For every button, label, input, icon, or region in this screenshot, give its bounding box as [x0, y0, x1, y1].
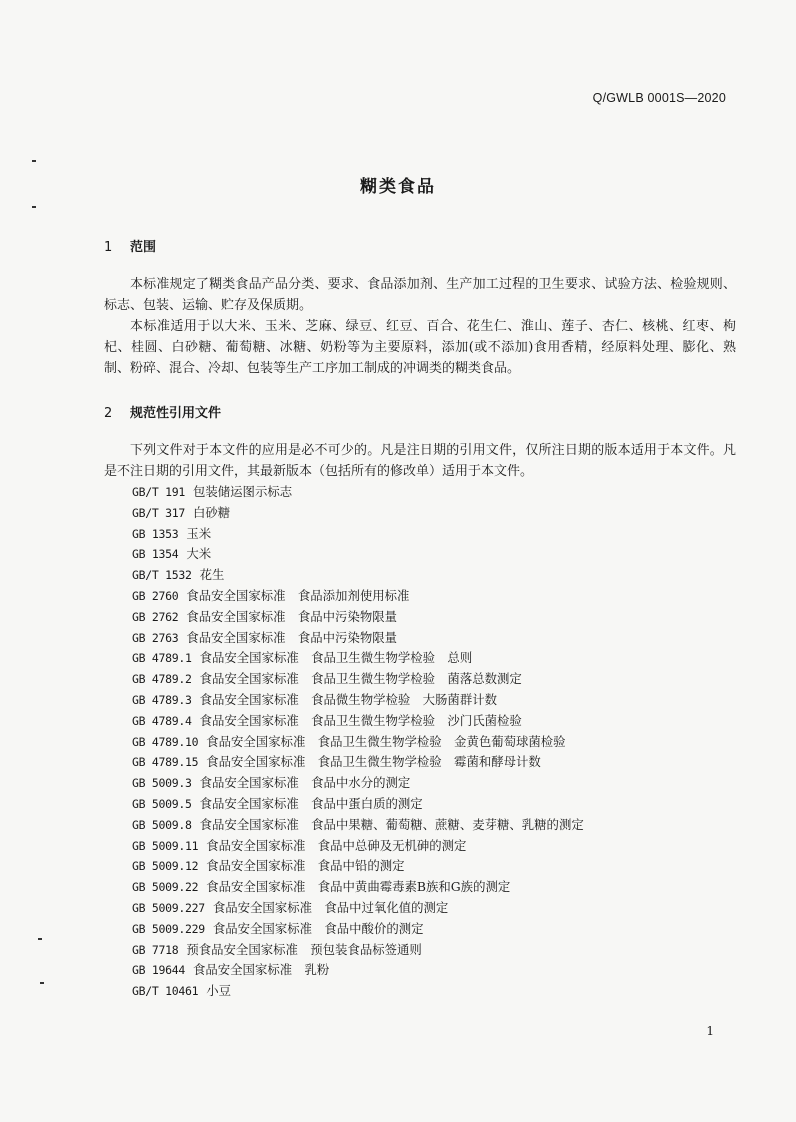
reference-code: GB 4789.1 — [132, 651, 192, 666]
reference-item — [132, 586, 584, 607]
reference-item — [132, 628, 584, 649]
reference-item — [132, 960, 584, 981]
reference-item — [132, 836, 584, 857]
reference-code: GB 4789.4 — [132, 713, 192, 728]
reference-title: 食品安全国家标准 食品中铅的测定 — [206, 858, 405, 874]
reference-title: 食品安全国家标准 食品卫生微生物学检验 总则 — [199, 650, 473, 666]
reference-title: 白砂糖 — [193, 504, 231, 520]
reference-code: GB/T 1532 — [132, 568, 192, 583]
reference-title: 食品安全国家标准 食品微生物学检验 大肠菌群计数 — [199, 691, 497, 707]
reference-code: GB 2763 — [132, 630, 179, 645]
reference-item — [132, 503, 584, 524]
scan-mark — [40, 982, 44, 984]
reference-title: 食品安全国家标准 食品中总砷及无机砷的测定 — [206, 837, 467, 853]
section-title: 规范性引用文件 — [130, 406, 222, 421]
reference-code: GB 7718 — [132, 942, 179, 957]
reference-title: 食品安全国家标准 食品中酸价的测定 — [212, 920, 424, 936]
reference-code: GB 19644 — [132, 963, 185, 978]
reference-title: 食品安全国家标准 食品卫生微生物学检验 菌落总数测定 — [199, 671, 522, 687]
reference-code: GB/T 317 — [132, 505, 185, 520]
section-1-heading — [104, 236, 156, 255]
reference-item — [132, 981, 584, 1002]
reference-title: 食品安全国家标准 食品中水分的测定 — [199, 775, 411, 791]
reference-item — [132, 773, 584, 794]
reference-code: GB 4789.15 — [132, 755, 199, 770]
reference-item — [132, 482, 584, 503]
reference-item — [132, 669, 584, 690]
reference-item — [132, 752, 584, 773]
reference-title: 小豆 — [206, 983, 232, 999]
reference-code: GB 2762 — [132, 609, 179, 624]
reference-code: GB 1354 — [132, 547, 179, 562]
reference-title: 大米 — [186, 546, 212, 562]
reference-code: GB 5009.8 — [132, 817, 192, 832]
reference-title: 食品安全国家标准 乳粉 — [193, 962, 330, 978]
reference-title: 预食品安全国家标准 预包装食品标签通则 — [186, 941, 422, 957]
reference-title: 包装储运图示标志 — [193, 484, 293, 499]
reference-title: 食品安全国家标准 食品中污染物限量 — [186, 629, 398, 645]
paragraph: 本标准规定了糊类食品产品分类、要求、食品添加剂、生产加工过程的卫生要求、试验方法、检验规则、标志、包装、运输、贮存及保质期。 — [104, 277, 736, 313]
reference-code: GB 5009.12 — [132, 859, 199, 874]
reference-item — [132, 919, 584, 940]
reference-code: GB 5009.5 — [132, 796, 192, 811]
section-title: 范围 — [130, 240, 157, 255]
reference-item — [132, 794, 584, 815]
reference-title: 食品安全国家标准 食品卫生微生物学检验 霉菌和酵母计数 — [206, 754, 541, 770]
reference-code: GB/T 191 — [132, 485, 185, 499]
reference-code: GB/T 10461 — [132, 984, 199, 999]
document-title: 糊类食品 — [360, 177, 436, 197]
scan-mark — [32, 160, 36, 162]
reference-item — [132, 690, 584, 711]
scan-mark — [38, 938, 42, 940]
reference-item — [132, 856, 584, 877]
reference-title: 玉米 — [186, 525, 212, 541]
reference-item — [132, 524, 584, 545]
section-2-heading — [104, 402, 221, 421]
reference-title: 食品安全国家标准 食品中黄曲霉毒素B族和G族的测定 — [206, 879, 511, 895]
paragraph: 本标准适用于以大米、玉米、芝麻、绿豆、红豆、百合、花生仁、淮山、莲子、杏仁、核桃、红枣、枸杞、桂圆、白砂糖、葡萄糖、冰糖、奶粉等为主要原料，添加(或不添加)食用香精，经原料处理、膨化、熟制、粉碎、混合、冷却、包装等生产工序加工制成的冲调类的糊类食品。 — [104, 319, 736, 376]
reference-code: GB 5009.11 — [132, 838, 199, 853]
reference-title: 食品安全国家标准 食品中过氧化值的测定 — [212, 899, 449, 915]
reference-code: GB 1353 — [132, 526, 179, 541]
reference-item — [132, 815, 584, 836]
reference-item — [132, 648, 584, 669]
page-number: 1 — [706, 1024, 714, 1038]
reference-item — [132, 544, 584, 565]
reference-code: GB 5009.22 — [132, 880, 199, 895]
reference-title: 食品安全国家标准 食品添加剂使用标准 — [186, 587, 410, 603]
reference-code: GB 5009.229 — [132, 921, 205, 936]
reference-title: 食品安全国家标准 食品中蛋白质的测定 — [199, 795, 423, 811]
section-number: 1 — [104, 240, 113, 255]
reference-title: 食品安全国家标准 食品卫生微生物学检验 沙门氏菌检验 — [199, 712, 522, 728]
reference-item — [132, 877, 584, 898]
reference-item — [132, 940, 584, 961]
reference-code: GB 4789.2 — [132, 672, 192, 687]
standard-code: Q/GWLB 0001S—2020 — [592, 91, 726, 105]
reference-code: GB 2760 — [132, 588, 179, 603]
reference-item — [132, 711, 584, 732]
reference-title: 食品安全国家标准 食品中果糖、葡萄糖、蔗糖、麦芽糖、乳糖的测定 — [199, 816, 584, 832]
reference-code: GB 4789.3 — [132, 692, 192, 707]
reference-item — [132, 565, 584, 586]
reference-code: GB 5009.227 — [132, 900, 205, 915]
reference-title: 食品安全国家标准 食品卫生微生物学检验 金黄色葡萄球菌检验 — [206, 733, 566, 749]
section-number: 2 — [104, 406, 113, 421]
reference-title: 食品安全国家标准 食品中污染物限量 — [186, 608, 398, 624]
reference-item — [132, 607, 584, 628]
scan-mark — [32, 206, 36, 208]
paragraph: 下列文件对于本文件的应用是必不可少的。凡是注日期的引用文件，仅所注日期的版本适用于本文件。凡是不注日期的引用文件，其最新版本（包括所有的修改单）适用于本文件。 — [104, 443, 736, 479]
reference-list — [132, 482, 584, 1002]
reference-code: GB 5009.3 — [132, 776, 192, 791]
reference-code: GB 4789.10 — [132, 734, 199, 749]
reference-title: 花生 — [199, 567, 225, 583]
reference-item — [132, 732, 584, 753]
reference-item — [132, 898, 584, 919]
